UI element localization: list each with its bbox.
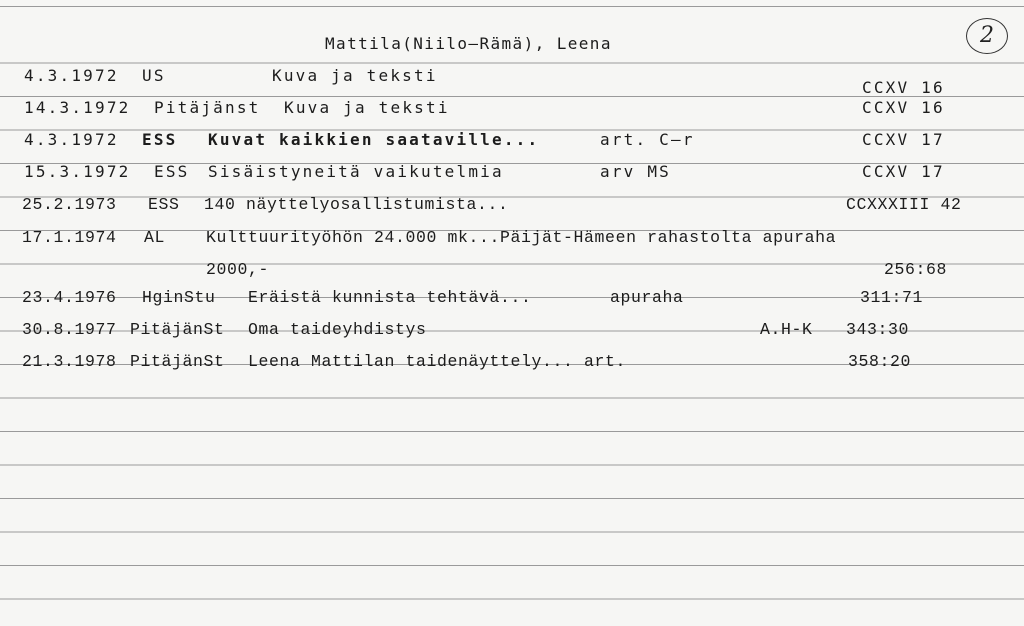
entry-note: A.H-K — [760, 320, 813, 339]
entry-date: 25.2.1973 — [22, 195, 117, 214]
entry-date: 21.3.1978 — [22, 352, 117, 371]
entry-ref: 343:30 — [846, 320, 910, 339]
entry-ref: 311:71 — [860, 288, 924, 307]
entry-ref: CCXV 16 — [862, 98, 945, 117]
entry-title: Kuva ja teksti — [284, 98, 450, 117]
entry-title: Leena Mattilan taidenäyttely... art. — [248, 352, 627, 371]
entry-ref: CCXXXIII 42 — [846, 195, 962, 214]
entry-title: Kuvat kaikkien saataville... — [208, 130, 540, 149]
entry-note: apuraha — [610, 288, 684, 307]
entry-title-continuation: 2000,- — [206, 260, 270, 279]
entry-date: 23.4.1976 — [22, 288, 117, 307]
entry-ref: CCXV 17 — [862, 162, 945, 181]
entry-note: arv MS — [600, 162, 671, 181]
entry-title: Kuva ja teksti — [272, 66, 438, 85]
entry-source: PitäjänSt — [130, 352, 225, 371]
entry-ref: 358:20 — [848, 352, 912, 371]
entry-date: 17.1.1974 — [22, 228, 117, 247]
entry-title: Kulttuurityöhön 24.000 mk...Päijät-Hämeen rahastolta apuraha — [206, 228, 837, 247]
entry-note: art. C–r — [600, 130, 695, 149]
entry-title: Sisäistyneitä vaikutelmia — [208, 162, 504, 181]
entry-ref: CCXV 16 — [862, 78, 945, 97]
entry-source: US — [142, 66, 166, 85]
entry-source: PitäjänSt — [130, 320, 225, 339]
entry-date: 30.8.1977 — [22, 320, 117, 339]
entry-date: 4.3.1972 — [24, 130, 119, 149]
entry-date: 15.3.1972 — [24, 162, 131, 181]
entry-ref: CCXV 17 — [862, 130, 945, 149]
entry-source: Pitäjänst — [154, 98, 261, 117]
entry-source: ESS — [148, 195, 180, 214]
entry-source: HginStu — [142, 288, 216, 307]
entry-source: AL — [144, 228, 166, 247]
card-number: 2 — [966, 18, 1008, 54]
entry-source: ESS — [154, 162, 190, 181]
entry-date: 4.3.1972 — [24, 66, 119, 85]
entry-ref: 256:68 — [884, 260, 948, 279]
entry-date: 14.3.1972 — [24, 98, 131, 117]
entry-title: 140 näyttelyosallistumista... — [204, 195, 509, 214]
card-header-name: Mattila(Niilo–Rämä), Leena — [325, 34, 612, 53]
entry-source: ESS — [142, 130, 178, 149]
entry-title: Eräistä kunnista tehtävä... — [248, 288, 532, 307]
entry-title: Oma taideyhdistys — [248, 320, 427, 339]
